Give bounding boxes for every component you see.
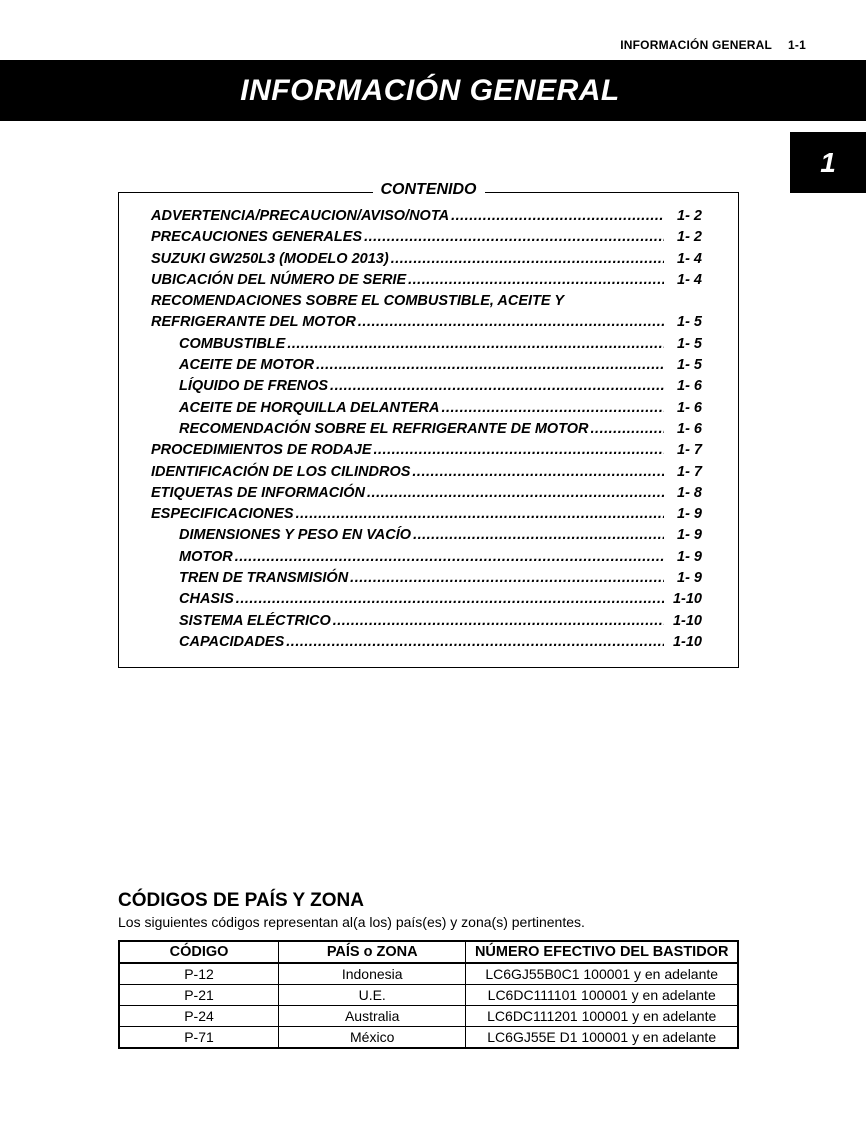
toc-dot-leader bbox=[391, 251, 664, 267]
toc-dot-leader bbox=[374, 442, 665, 458]
toc-entry-page: 1- 2 bbox=[677, 208, 702, 224]
toc-dot-leader bbox=[333, 613, 664, 629]
toc-entry-label: DIMENSIONES Y PESO EN VACÍO bbox=[179, 527, 412, 544]
toc-heading-wrapper bbox=[119, 181, 738, 199]
running-header-section: INFORMACIÓN GENERAL bbox=[620, 38, 773, 52]
country-codes-table bbox=[118, 940, 739, 1049]
toc-entry-page: 1- 4 bbox=[677, 250, 702, 267]
toc-entry-page: 1-10 bbox=[672, 633, 702, 650]
toc-entry-label: SUZUKI GW250L3 (MODELO 2013) bbox=[151, 250, 389, 267]
toc-entry-page: 1- 2 bbox=[677, 229, 702, 246]
toc-entry-label: COMBUSTIBLE bbox=[179, 335, 286, 352]
column-header-code: CÓDIGO bbox=[119, 941, 279, 963]
running-header-page-number: 1-1 bbox=[788, 38, 806, 52]
toc-entry[interactable] bbox=[151, 336, 702, 357]
toc-entry-page: 1- 9 bbox=[677, 570, 702, 587]
toc-entry-label: ADVERTENCIA/PRECAUCION/AVISO/NOTA bbox=[151, 208, 450, 224]
cell-country: México bbox=[279, 1027, 466, 1049]
toc-entry-label: PRECAUCIONES GENERALES bbox=[151, 229, 363, 246]
toc-entry[interactable] bbox=[151, 208, 702, 229]
table-row bbox=[119, 963, 738, 985]
toc-dot-leader bbox=[367, 485, 664, 501]
toc-entry-label: CAPACIDADES bbox=[179, 633, 285, 650]
toc-entry-page: 1- 5 bbox=[677, 357, 702, 374]
table-row bbox=[119, 1027, 738, 1049]
toc-entry-page: 1- 5 bbox=[677, 335, 702, 352]
toc-entry-page: 1- 4 bbox=[677, 271, 702, 288]
toc-entry-page: 1- 6 bbox=[677, 399, 702, 416]
toc-entry[interactable] bbox=[151, 570, 702, 591]
toc-dot-leader bbox=[451, 208, 664, 224]
toc-dot-leader bbox=[413, 527, 664, 543]
toc-dot-leader bbox=[358, 314, 664, 330]
toc-dot-leader bbox=[316, 357, 664, 373]
toc-dot-leader bbox=[236, 591, 664, 607]
cell-code: P-21 bbox=[119, 985, 279, 1006]
toc-entry[interactable] bbox=[151, 293, 702, 314]
toc-dot-leader bbox=[235, 549, 664, 565]
toc-entry[interactable] bbox=[151, 613, 702, 634]
toc-entry-label: RECOMENDACIÓN SOBRE EL REFRIGERANTE DE MOTOR bbox=[179, 420, 589, 437]
cell-code: P-24 bbox=[119, 1006, 279, 1027]
toc-dot-leader bbox=[296, 506, 664, 522]
toc-entry-label: RECOMENDACIONES SOBRE EL COMBUSTIBLE, ACEITE Y bbox=[151, 293, 565, 310]
toc-entry-page: 1- 9 bbox=[677, 548, 702, 565]
toc-entry-page: 1- 6 bbox=[677, 378, 702, 395]
toc-entry[interactable] bbox=[151, 549, 702, 570]
toc-entry[interactable] bbox=[151, 421, 702, 442]
chapter-tab: 1 bbox=[790, 132, 866, 193]
column-header-frame-number: NÚMERO EFECTIVO DEL BASTIDOR bbox=[466, 941, 738, 963]
table-row bbox=[119, 985, 738, 1006]
toc-entry[interactable] bbox=[151, 442, 702, 463]
toc-entry-label: SISTEMA ELÉCTRICO bbox=[179, 612, 331, 629]
toc-entry[interactable] bbox=[151, 506, 702, 527]
toc-entry[interactable] bbox=[151, 591, 702, 612]
toc-entry[interactable] bbox=[151, 634, 702, 655]
cell-frame-number: LC6GJ55E D1 100001 y en adelante bbox=[466, 1027, 738, 1049]
codes-intro: Los siguientes códigos representan al(a los) país(es) y zona(s) pertinentes. bbox=[118, 914, 585, 930]
toc-entry-page: 1- 9 bbox=[677, 527, 702, 544]
toc-dot-leader bbox=[591, 421, 664, 437]
toc-dot-leader bbox=[441, 400, 664, 416]
cell-frame-number: LC6GJ55B0C1 100001 y en adelante bbox=[466, 963, 738, 985]
toc-dot-leader bbox=[330, 378, 664, 394]
toc-entry-label: UBICACIÓN DEL NÚMERO DE SERIE bbox=[151, 271, 407, 288]
toc-entry-page: 1-10 bbox=[672, 612, 702, 629]
page-title: INFORMACIÓN GENERAL bbox=[240, 73, 620, 107]
table-row bbox=[119, 1006, 738, 1027]
toc-entry-page: 1- 6 bbox=[677, 420, 702, 437]
toc-entry[interactable] bbox=[151, 251, 702, 272]
toc-entry-label: MOTOR bbox=[179, 548, 233, 565]
toc-entry-label: REFRIGERANTE DEL MOTOR bbox=[151, 314, 356, 331]
toc-entry[interactable] bbox=[151, 527, 702, 548]
toc-entry-label: ETIQUETAS DE INFORMACIÓN bbox=[151, 484, 366, 501]
running-header bbox=[620, 38, 806, 52]
toc-entry-label: ACEITE DE MOTOR bbox=[179, 357, 315, 374]
toc-dot-leader bbox=[412, 464, 664, 480]
cell-country: Indonesia bbox=[279, 963, 466, 985]
toc-entry-label: ESPECIFICACIONES bbox=[151, 506, 294, 523]
toc-dot-leader bbox=[364, 229, 664, 245]
toc-entry-label: IDENTIFICACIÓN DE LOS CILINDROS bbox=[151, 463, 411, 480]
toc-list bbox=[151, 208, 702, 655]
cell-country: Australia bbox=[279, 1006, 466, 1027]
cell-code: P-12 bbox=[119, 963, 279, 985]
toc-entry[interactable] bbox=[151, 314, 702, 335]
toc-entry[interactable] bbox=[151, 357, 702, 378]
toc-dot-leader bbox=[408, 272, 664, 288]
toc-entry-page: 1- 7 bbox=[677, 442, 702, 459]
toc-dot-leader bbox=[287, 336, 664, 352]
toc-entry[interactable] bbox=[151, 400, 702, 421]
toc-dot-leader bbox=[350, 570, 664, 586]
toc-entry[interactable] bbox=[151, 378, 702, 399]
table-of-contents bbox=[118, 181, 739, 668]
toc-entry[interactable] bbox=[151, 229, 702, 250]
title-bar bbox=[0, 60, 866, 121]
toc-entry-page: 1- 5 bbox=[677, 314, 702, 331]
cell-frame-number: LC6DC111101 100001 y en adelante bbox=[466, 985, 738, 1006]
toc-entry-page: 1- 9 bbox=[677, 506, 702, 523]
cell-frame-number: LC6DC111201 100001 y en adelante bbox=[466, 1006, 738, 1027]
toc-heading: CONTENIDO bbox=[373, 181, 485, 198]
toc-entry-label: LÍQUIDO DE FRENOS bbox=[179, 378, 329, 395]
toc-entry-label: TREN DE TRANSMISIÓN bbox=[179, 570, 349, 587]
toc-dot-leader bbox=[286, 634, 664, 650]
column-header-country: PAÍS o ZONA bbox=[279, 941, 466, 963]
toc-entry[interactable] bbox=[151, 464, 702, 485]
codes-heading: CÓDIGOS DE PAÍS Y ZONA bbox=[118, 890, 364, 911]
table-body bbox=[119, 963, 738, 1048]
toc-entry-label: ACEITE DE HORQUILLA DELANTERA bbox=[179, 399, 440, 416]
cell-code: P-71 bbox=[119, 1027, 279, 1049]
toc-entry-page: 1- 8 bbox=[677, 484, 702, 501]
toc-entry[interactable] bbox=[151, 485, 702, 506]
toc-entry[interactable] bbox=[151, 272, 702, 293]
toc-entry-label: CHASIS bbox=[179, 591, 234, 608]
table-header-row bbox=[119, 941, 738, 963]
toc-entry-page: 1- 7 bbox=[677, 463, 702, 480]
toc-entry-label: PROCEDIMIENTOS DE RODAJE bbox=[151, 442, 372, 459]
toc-entry-page: 1-10 bbox=[672, 591, 702, 608]
cell-country: U.E. bbox=[279, 985, 466, 1006]
